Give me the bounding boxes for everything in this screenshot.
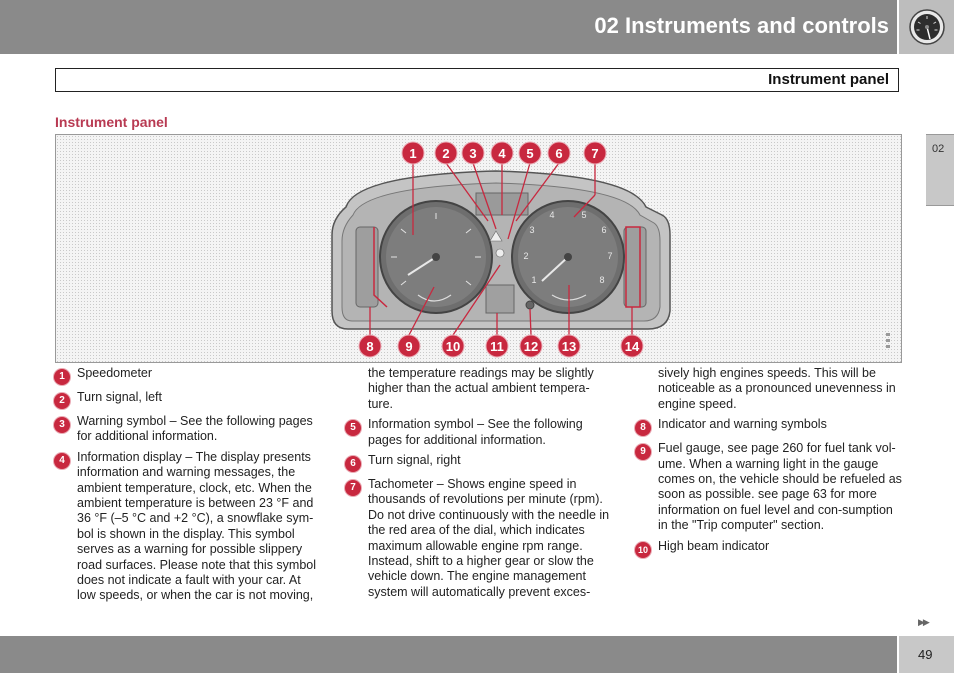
callout-label: 5 (526, 146, 534, 161)
callout-2 (435, 142, 457, 164)
sub-heading: Instrument panel (55, 114, 168, 130)
item-number-badge: 3 (54, 417, 70, 433)
callout-label: 3 (469, 146, 477, 161)
tach-label: 4 (549, 210, 555, 220)
callout-6 (548, 142, 570, 164)
tach-label: 8 (599, 275, 605, 285)
callout-8 (359, 335, 381, 357)
callout-label: 10 (445, 339, 461, 354)
callout-14 (621, 335, 643, 357)
callout-label: 1 (409, 146, 417, 161)
item-number-badge: 10 (635, 542, 651, 558)
legend-item (635, 539, 903, 558)
legend-item (54, 390, 322, 409)
callout-13 (558, 335, 580, 357)
legend-column-1 (54, 366, 322, 609)
callout-1 (402, 142, 424, 164)
chapter-title: 02 Instruments and controls (594, 13, 889, 38)
item-number-badge: 6 (345, 456, 361, 472)
callout-label: 11 (490, 339, 504, 354)
callout-9 (398, 335, 420, 357)
item-text: Speedometer (77, 366, 153, 380)
item-text: Turn signal, right (368, 453, 461, 468)
legend-column-3 (635, 366, 903, 563)
callout-10 (442, 335, 464, 357)
header-bar (0, 0, 897, 54)
tach-label: 5 (581, 210, 587, 220)
instrument-panel-illustration (56, 135, 901, 362)
callout-label: 9 (405, 339, 413, 354)
legend-item (345, 477, 613, 600)
callout-3 (462, 142, 484, 164)
callout-label: 14 (624, 339, 640, 354)
callout-4 (491, 142, 513, 164)
double-arrow-right-icon[interactable]: ▶▶ (918, 617, 928, 627)
section-header (55, 68, 899, 92)
footer-bar (0, 636, 897, 673)
callout-label: 2 (442, 146, 450, 161)
callout-label: 13 (561, 339, 577, 354)
callout-label: 8 (366, 339, 374, 354)
item-number-badge: 7 (345, 480, 361, 496)
tach-label: 1 (531, 275, 537, 285)
instrument-panel-figure (55, 134, 902, 363)
item-text: Information symbol – See the following pages for additional information. (368, 417, 583, 447)
item-text: Indicator and warning symbols (658, 417, 827, 432)
legend-item (635, 417, 903, 436)
legend-item (345, 453, 613, 472)
callout-11 (486, 335, 508, 357)
item-text: Tachometer – Shows engine speed in thousands of revolutions per minute (rpm). Do not drive continuously with the needle in the red area of the dial, which indicates maximum allowable engine rpm range. Instead, shift to a higher gear or slow the vehicle down. The engine management system will automatically prevent exces- (368, 477, 610, 599)
callout-7 (584, 142, 606, 164)
callout-5 (519, 142, 541, 164)
tach-label: 7 (607, 251, 613, 261)
chapter-tab[interactable] (926, 134, 954, 206)
item-text: Fuel gauge, see page 260 for fuel tank vol-ume. When a warning light in the gauge comes on, the vehicle should be refueled as soon as possible. see page 63 for more information on fuel level and con-sumption in the "Trip computer" section. (658, 441, 902, 533)
item-text: Warning symbol – See the following pages for additional information. (77, 414, 313, 444)
section-title: Instrument panel (768, 71, 889, 88)
gauge-icon (899, 0, 954, 54)
continued-text: sively high engines speeds. This will be noticeable as a pronounced unevenness in engine speed. (658, 366, 896, 411)
callout-label: 12 (523, 339, 539, 354)
item-number-badge: 5 (345, 420, 361, 436)
legend-column-2 (345, 366, 613, 605)
item-text: Information display – The display presents information and warning messages, the ambient temperature, clock, etc. When the ambient temperature is between 23 °F and 36 °F (–5 °C and +2 °C), a snowflake sym-bol is shown in the display. This symbol serves as a warning for possible slippery road surfaces. Please note that this symbol does not indicate a fault with your car. At low speeds, or when the car is not moving, (77, 449, 317, 603)
figure-reference-mark (886, 333, 890, 348)
legend-item (54, 450, 322, 604)
item-number-badge: 4 (54, 453, 70, 469)
legend-item (345, 417, 613, 448)
tach-label: 2 (523, 251, 529, 261)
legend-item (635, 441, 903, 533)
page-number-box (899, 636, 954, 673)
item-text: Turn signal, left (77, 390, 162, 404)
tach-label: 6 (601, 225, 607, 235)
tach-label: 3 (529, 225, 535, 235)
continued-text: the temperature readings may be slightly higher than the actual ambient tempera-ture. (368, 366, 594, 411)
chapter-tab-label: 02 (932, 143, 945, 155)
callout-label: 6 (555, 146, 563, 161)
legend-item (54, 414, 322, 445)
callout-label: 4 (498, 146, 506, 161)
page-number: 49 (918, 647, 933, 662)
item-number-badge: 2 (54, 393, 70, 409)
item-number-badge: 9 (635, 444, 651, 460)
callout-label: 7 (591, 146, 599, 161)
legend-item (54, 366, 322, 385)
item-number-badge: 1 (54, 369, 70, 385)
item-number-badge: 8 (635, 420, 651, 436)
item-text: High beam indicator (658, 538, 770, 553)
callout-12 (520, 335, 542, 357)
